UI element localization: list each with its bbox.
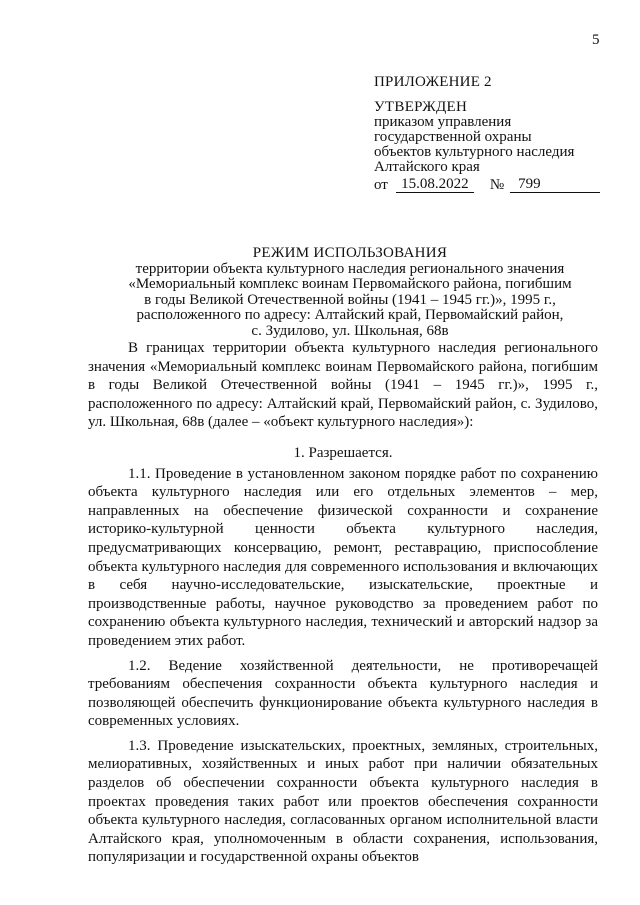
clause-1-3: 1.3. Проведение изыскательских, проектных, земляных, строительных, мелиоративных, хозяйственных и иных работ при наличии обязательных разделов об обеспечении сохранности объекта культурного наследия в проектах проведения таких работ или проектов обеспечения сохранности объекта культурного наследия, согласованных органом исполнительной власти Алтайского края, уполномоченным в области сохранения, использования, популяризации и государственной охраны объектов [88,737,598,866]
approval-line: государственной охраны [374,129,532,145]
document-title [80,246,620,339]
order-number-label: № [489,177,505,193]
page-number: 5 [592,32,600,48]
approval-stamp-block [374,75,610,193]
intro-paragraph: В границах территории объекта культурного наследия регионального значения «Мемориальный комплекс воинам Первомайского района, погибшим в годы Великой Отечественной войны (1941 – 1945 гг.)», 1995 г., расположенного по адресу: Алтайский край, Первомайский район, с. Зудилово, ул. Школьная, 68в (далее – «объект культурного наследия»): [88,340,598,431]
document-body [88,339,598,867]
title-line: в годы Великой Отечественной войны (1941 – 1945 гг.)», 1995 г., [144,291,556,308]
approval-line: Алтайского края [374,159,480,175]
approval-line: приказом управления [374,114,512,130]
order-from-label: от [374,177,388,193]
title-line: «Мемориальный комплекс воинам Первомайского района, погибшим [128,276,572,292]
approval-line: объектов культурного наследия [374,144,575,160]
title-line: расположенного по адресу: Алтайский край, Первомайский район, [136,307,564,323]
order-date: 15.08.2022 [396,176,474,193]
title-line: территории объекта культурного наследия регионального значения [135,260,565,277]
title-main: РЕЖИМ ИСПОЛЬЗОВАНИЯ [252,245,448,261]
clause-1-1: 1.1. Проведение в установленном законом порядке работ по сохранению объекта культурного наследия или его отдельных элементов – мер, направленных на обеспечение физической сохранности и сохранение историко-культурной ценности объекта культурного наследия, предусматривающих консервацию, ремонт, реставрацию, приспособление объекта культурного наследия для современного использования и включающих в себя научно-исследовательские, изыскательские, проектные и производственные работы, научное руководство за проведением работ по сохранению объекта культурного наследия, технический и авторский надзор за проведением этих работ. [88,465,598,649]
approved-label: УТВЕРЖДЕН [374,99,468,115]
title-line: с. Зудилово, ул. Школьная, 68в [251,322,449,339]
clause-1-2: 1.2. Ведение хозяйственной деятельности, не противоречащей требованиям обеспечения сохранности объекта культурного наследия и позволяющей обеспечить функционирование объекта культурного наследия в современных условиях. [88,657,598,730]
order-number: 799 [510,176,600,193]
appendix-label: ПРИЛОЖЕНИЕ 2 [374,74,492,90]
section-heading: 1. Разрешается. [293,444,393,461]
order-reference [374,176,610,193]
